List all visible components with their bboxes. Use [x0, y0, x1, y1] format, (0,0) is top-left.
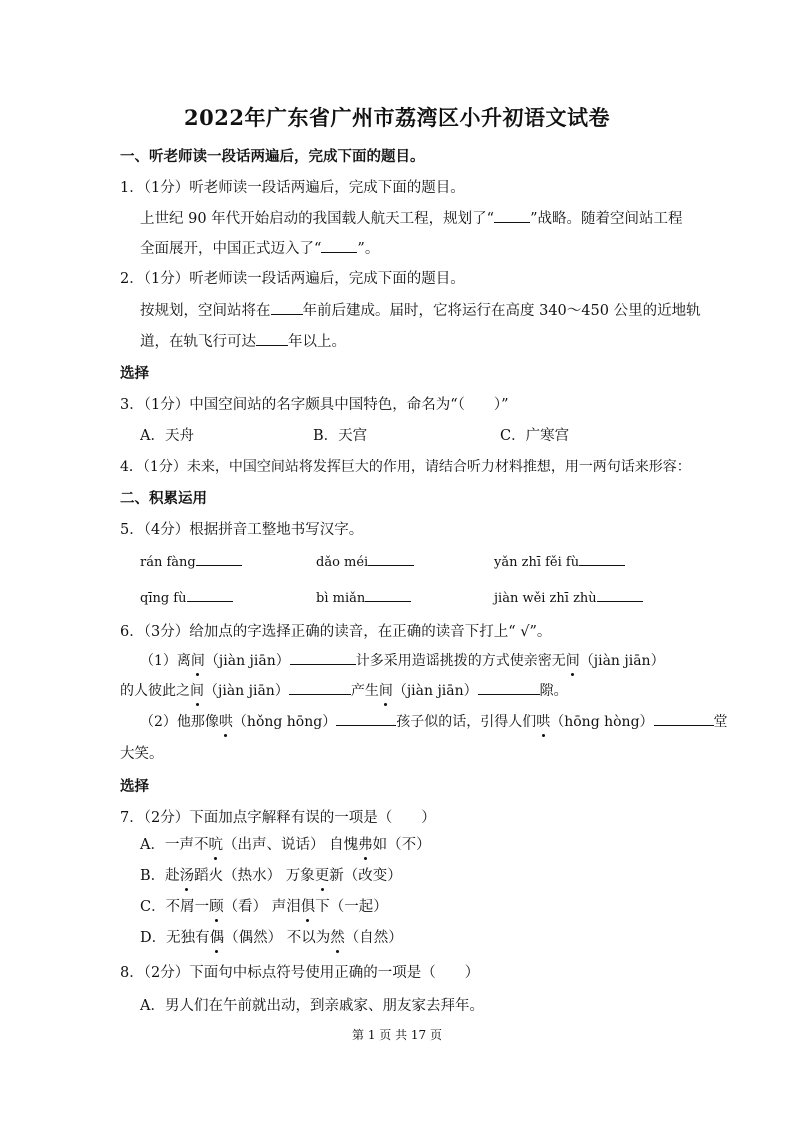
- pinyin-item-2: [316, 553, 414, 573]
- q7-c-text-3: 下（一起）: [315, 899, 388, 915]
- pinyin-2: dǎo méi: [316, 555, 369, 570]
- q7-option-d[interactable]: [140, 928, 403, 948]
- q7-d-dotted-2: 然: [330, 930, 345, 946]
- q7-c-dotted-2: 俱: [300, 899, 316, 915]
- q6-dotted-char-1: 间: [190, 653, 205, 669]
- q1-blank-2[interactable]: [321, 238, 357, 253]
- pinyin-item-5: [316, 589, 411, 609]
- q8-option-a[interactable]: A．男人们在午前就出动，到亲戚家、朋友家去拜年。: [140, 998, 484, 1014]
- pinyin-1: rán fàng: [140, 555, 196, 570]
- q2-text-a: 按规划，空间站将在: [140, 303, 271, 319]
- page-footer: 第 1 页 共 17 页: [352, 1028, 442, 1042]
- q6-blank-5[interactable]: [654, 711, 714, 726]
- q1-text-d: ”。: [357, 241, 380, 257]
- q7-b-text-3: 新（改变）: [329, 868, 402, 884]
- q7-b-dotted-1: 汤: [179, 868, 195, 884]
- pinyin-blank-6[interactable]: [597, 589, 643, 602]
- q7-b-dotted-2: 更: [314, 868, 330, 884]
- question-8-head: 8．（2分）下面句中标点符号使用正确的一项是（ ）: [120, 965, 480, 981]
- q7-option-a[interactable]: [140, 835, 431, 855]
- q7-d-dotted-1: 偶: [209, 930, 225, 946]
- q6-dotted-char-4: 间: [378, 683, 393, 699]
- pinyin-5: bì miǎn: [316, 591, 366, 606]
- q6-dotted-char-3: 间: [190, 683, 204, 699]
- q7-c-text-1: C．不屑一: [140, 899, 210, 915]
- pinyin-4: qīng fù: [140, 591, 187, 606]
- q1-text-b: ”战略。随着空间站工程: [530, 211, 683, 227]
- q6-dotted-char-5: 哄: [218, 714, 233, 730]
- q3-option-b[interactable]: B．天宫: [313, 428, 368, 444]
- q6-reading-3[interactable]: （jiàn jiān）: [204, 683, 289, 699]
- pinyin-blank-3[interactable]: [579, 553, 625, 566]
- pinyin-3: yǎn zhī fěi fù: [494, 555, 580, 570]
- q7-a-dotted-2: 弗: [358, 837, 373, 853]
- q6-text-1c: 计多采用造谣挑拨的方式使亲密无: [355, 653, 566, 669]
- q7-a-text-2: （出声、说话） 自愧: [222, 837, 359, 853]
- q7-c-dotted-1: 顾: [209, 899, 224, 915]
- q6-text-2a: 的人彼此之: [120, 683, 190, 699]
- q7-a-text-3: 如（不）: [372, 837, 431, 853]
- q2-blank-1[interactable]: [271, 300, 303, 315]
- section-heading-choice-1: 选择: [120, 365, 149, 382]
- question-4-head: 4．（1分）未来，中国空间站将发挥巨大的作用，请结合听力材料推想，用一两句话来形容：: [120, 459, 691, 475]
- question-2-head: 2．（1分）听老师读一段话两遍后，完成下面的题目。: [120, 271, 465, 287]
- question-6-line-4: 大笑。: [120, 746, 164, 762]
- question-6-head: 6．（3分）给加点的字选择正确的读音，在正确的读音下打上“ √”。: [120, 624, 552, 640]
- question-1-head: 1．（1分）听老师读一段话两遍后，完成下面的题目。: [120, 180, 465, 196]
- q6-text-3e: 堂: [713, 714, 728, 730]
- q1-blank-1[interactable]: [494, 208, 530, 223]
- question-6-line-2: [120, 680, 568, 701]
- q7-b-text-1: B．赴: [140, 868, 180, 884]
- section-heading-choice-2: 选择: [120, 778, 149, 795]
- q6-text-3c: 孩子似的话，引得人们: [396, 714, 537, 730]
- q7-d-text-3: （自然）: [344, 930, 403, 946]
- pinyin-item-1: [140, 553, 242, 573]
- question-3-head: 3．（1分）中国空间站的名字颇具中国特色，命名为“（ ）”: [120, 397, 509, 413]
- q1-text-a: 上世纪 90 年代开始启动的我国载人航天工程，规划了“: [140, 211, 495, 227]
- q2-text-b: 年前后建成。届时，它将运行在高度 340～450 公里的近地轨: [302, 303, 701, 319]
- pinyin-item-3: [494, 553, 625, 573]
- q6-dotted-char-6: 哄: [536, 714, 551, 730]
- page-title: 2022年广东省广州市荔湾区小升初语文试卷: [184, 105, 610, 130]
- q7-b-text-2: 蹈火（热水） 万象: [194, 868, 315, 884]
- q1-text-c: 全面展开，中国正式迈入了“: [140, 241, 322, 257]
- q6-reading-5[interactable]: （hǒng hōng）: [232, 714, 337, 730]
- pinyin-blank-2[interactable]: [368, 553, 414, 566]
- pinyin-blank-1[interactable]: [196, 553, 242, 566]
- q6-blank-2[interactable]: [289, 680, 351, 695]
- pinyin-item-6: [494, 589, 643, 609]
- q6-reading-2[interactable]: （jiàn jiān）: [579, 653, 665, 669]
- pinyin-blank-4[interactable]: [187, 589, 233, 602]
- q6-reading-1[interactable]: （jiàn jiān）: [204, 653, 290, 669]
- question-2-line-2: [140, 331, 346, 352]
- section-heading-accumulation: 二、积累运用: [120, 490, 207, 507]
- q6-dotted-char-2: 间: [565, 653, 580, 669]
- question-7-head: 7．（2分）下面加点字解释有误的一项是（ ）: [120, 810, 436, 826]
- q7-c-text-2: （看） 声泪: [223, 899, 301, 915]
- q6-text-3a: （2）他那像: [140, 714, 219, 730]
- question-2-line-1: [140, 300, 701, 321]
- question-1-line-2: [140, 238, 379, 259]
- q7-option-b[interactable]: [140, 866, 402, 886]
- q2-text-d: 年以上。: [288, 334, 346, 350]
- pinyin-6: jiàn wěi zhī zhù: [494, 591, 597, 606]
- q7-d-text-1: D．无独有: [140, 930, 210, 946]
- pinyin-item-4: [140, 589, 233, 609]
- section-heading-listening: 一、听老师读一段话两遍后，完成下面的题目。: [120, 148, 425, 165]
- q6-text-1a: （1）离: [140, 653, 191, 669]
- question-6-line-1: [140, 650, 665, 671]
- q2-text-c: 道，在轨飞行可达: [140, 334, 256, 350]
- question-1-line-1: [140, 208, 683, 229]
- q3-option-c[interactable]: C．广寒宫: [500, 428, 570, 444]
- q6-blank-3[interactable]: [478, 680, 540, 695]
- q2-blank-2[interactable]: [256, 331, 288, 346]
- q6-blank-4[interactable]: [336, 711, 396, 726]
- q3-option-a[interactable]: A．天舟: [140, 428, 194, 444]
- question-5-head: 5．（4分）根据拼音工整地书写汉字。: [120, 522, 364, 538]
- q6-blank-1[interactable]: [290, 650, 356, 665]
- q6-text-2e: 隙。: [539, 683, 568, 699]
- question-6-line-3: [140, 711, 728, 732]
- q7-d-text-2: （偶然） 不以为: [224, 930, 331, 946]
- q7-a-dotted-1: 吭: [208, 837, 223, 853]
- q7-a-text-1: A．一声不: [140, 837, 209, 853]
- q6-reading-4[interactable]: （jiàn jiān）: [392, 683, 478, 699]
- q6-reading-6[interactable]: （hōng hòng）: [550, 714, 654, 730]
- q7-option-c[interactable]: [140, 897, 388, 917]
- q6-text-2c: 产生: [350, 683, 379, 699]
- pinyin-blank-5[interactable]: [365, 589, 411, 602]
